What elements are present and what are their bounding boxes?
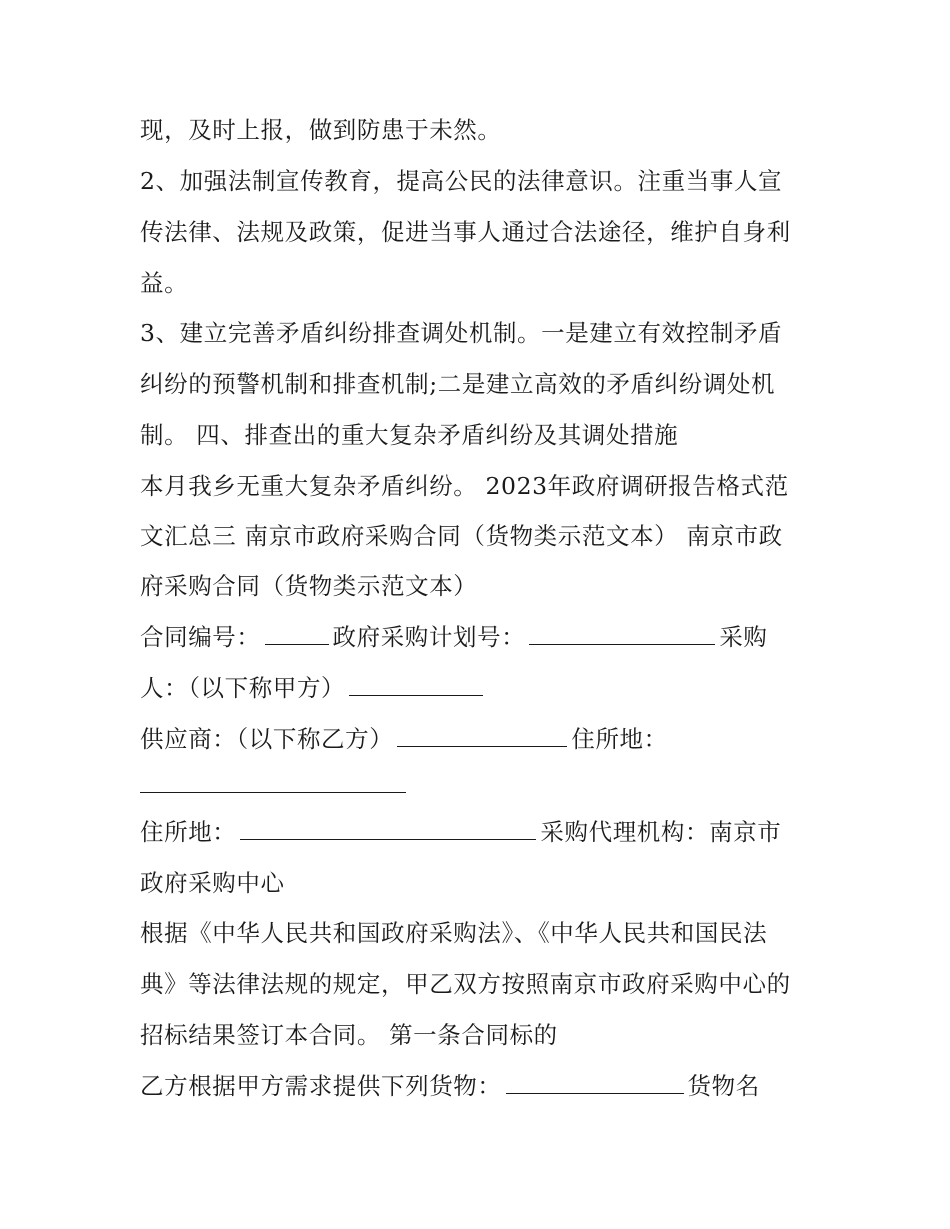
address-blank[interactable]	[140, 770, 406, 793]
text-line: 根据《中华人民共和国政府采购法》、《中华人民共和国民法	[140, 919, 768, 947]
text-line: 纠纷的预警机制和排查机制;二是建立高效的矛盾纠纷调处机	[140, 370, 776, 398]
address-blank-line	[140, 770, 410, 800]
text-line: 传法律、法规及政策，促进当事人通过合法途径，维护自身利	[140, 218, 791, 246]
address-label: 住所地：	[571, 725, 668, 753]
address-line-2	[140, 817, 781, 847]
text-line: 本月我乡无重大复杂矛盾纠纷。 2023年政府调研报告格式范	[140, 472, 789, 500]
contract-number-label: 合同编号：	[140, 623, 261, 651]
supplier-blank[interactable]	[397, 724, 567, 747]
goods-label: 乙方根据甲方需求提供下列货物：	[140, 1072, 502, 1100]
purchaser-label-cont: 人：（以下称甲方）	[140, 674, 346, 702]
address-blank-2[interactable]	[240, 817, 536, 840]
plan-number-blank[interactable]	[529, 622, 715, 645]
text-line: 招标结果签订本合同。 第一条合同标的	[140, 1021, 558, 1049]
plan-number-label: 政府采购计划号：	[332, 623, 526, 651]
supplier-label: 供应商：（以下称乙方）	[140, 725, 394, 753]
contract-number-blank[interactable]	[265, 622, 329, 645]
goods-name-label: 货物名	[687, 1072, 760, 1100]
text-line: 文汇总三 南京市政府采购合同（货物类示范文本） 南京市政	[140, 522, 783, 550]
goods-line	[140, 1071, 760, 1101]
text-line: 典》等法律法规的规定，甲乙双方按照南京市政府采购中心的	[140, 970, 791, 998]
text-line: 3、建立完善矛盾纠纷排查调处机制。一是建立有效控制矛盾	[140, 319, 783, 347]
goods-blank[interactable]	[506, 1071, 684, 1094]
text-line: 2、加强法制宣传教育，提高公民的法律意识。注重当事人宣	[140, 167, 783, 195]
text-line: 益。	[140, 269, 189, 297]
supplier-line	[140, 724, 668, 754]
agency-name-line: 政府采购中心	[140, 869, 285, 897]
text-line: 现，及时上报，做到防患于未然。	[140, 116, 502, 144]
agency-label: 采购代理机构：南京市	[540, 818, 782, 846]
purchaser-label: 采购	[719, 623, 768, 651]
contract-number-line	[140, 622, 768, 652]
address-label-2: 住所地：	[140, 818, 237, 846]
text-line: 制。 四、排查出的重大复杂矛盾纠纷及其调处措施	[140, 421, 679, 449]
text-line: 府采购合同（货物类示范文本）	[140, 572, 478, 600]
purchaser-blank[interactable]	[349, 673, 483, 696]
purchaser-line	[140, 673, 487, 703]
